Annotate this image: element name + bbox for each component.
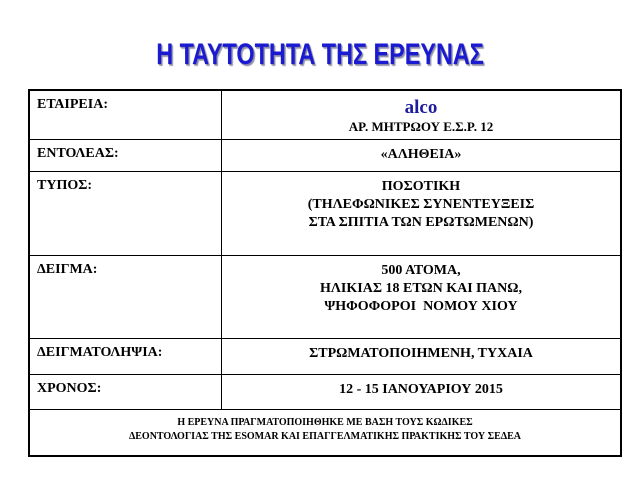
row-value [222, 374, 622, 409]
value-line: 500 ΑΤΟΜΑ, [381, 262, 461, 278]
value-line: ΨΗΦΟΦΟΡΟΙ ΝΟΜΟΥ ΧΙΟΥ [324, 298, 518, 314]
registry-number: ΑΡ. ΜΗΤΡΩΟΥ Ε.Σ.Ρ. 12 [348, 119, 494, 134]
table-row-sample [29, 255, 621, 338]
value-line: ΠΟΣΟΤΙΚΗ [381, 178, 461, 194]
table-row-time [29, 374, 621, 409]
table-row-type [29, 171, 621, 255]
row-value [222, 255, 622, 338]
page-title: Η ΤΑΥΤΟΤΗΤΑ ΤΗΣ ΕΡΕΥΝΑΣ [156, 38, 484, 71]
row-value [222, 90, 622, 139]
footer-line: ΔΕΟΝΤΟΛΟΓΙΑΣ ΤΗΣ ESOMAR ΚΑΙ ΕΠΑΓΓΕΛΜΑΤΙΚΗΣ ΠΡΑΚΤΙΚΗΣ ΤΟΥ ΣΕΔΕΑ [128, 430, 521, 442]
table-row-client [29, 139, 621, 171]
value-line: (ΤΗΛΕΦΩΝΙΚΕΣ ΣΥΝΕΝΤΕΥΞΕΙΣ [307, 196, 535, 212]
company-brand: alco [404, 97, 438, 118]
row-value [222, 338, 622, 374]
row-label: ΧΡΟΝΟΣ: [29, 374, 222, 409]
row-label: ΕΤΑΙΡΕΙΑ: [29, 90, 222, 139]
row-label: ΔΕΙΓΜΑ: [29, 255, 222, 338]
row-label: ΔΕΙΓΜΑΤΟΛΗΨΙΑ: [29, 338, 222, 374]
row-value [222, 139, 622, 171]
value-line: 12 - 15 ΙΑΝΟΥΑΡΙΟΥ 2015 [339, 381, 503, 397]
value-line: ΣΤΑ ΣΠΙΤΙΑ ΤΩΝ ΕΡΩΤΩΜΕΝΩΝ) [308, 214, 534, 230]
row-value [222, 171, 622, 255]
footer-note [29, 409, 621, 456]
value-line: ΣΤΡΩΜΑΤΟΠΟΙΗΜΕΝΗ, ΤΥΧΑΙΑ [309, 345, 533, 361]
row-label: ΕΝΤΟΛΕΑΣ: [29, 139, 222, 171]
value-line: ΗΛΙΚΙΑΣ 18 ΕΤΩΝ ΚΑΙ ΠΑΝΩ, [320, 280, 522, 296]
footer-line: Η ΕΡΕΥΝΑ ΠΡΑΓΜΑΤΟΠΟΙΗΘΗΚΕ ΜΕ ΒΑΣΗ ΤΟΥΣ ΚΩΔΙΚΕΣ [177, 416, 473, 428]
survey-info-table [28, 89, 622, 457]
row-label: ΤΥΠΟΣ: [29, 171, 222, 255]
table-row-company [29, 90, 621, 139]
table-row-footer [29, 409, 621, 456]
table-row-sampling [29, 338, 621, 374]
value-line: «ΑΛΗΘΕΙΑ» [380, 146, 462, 162]
